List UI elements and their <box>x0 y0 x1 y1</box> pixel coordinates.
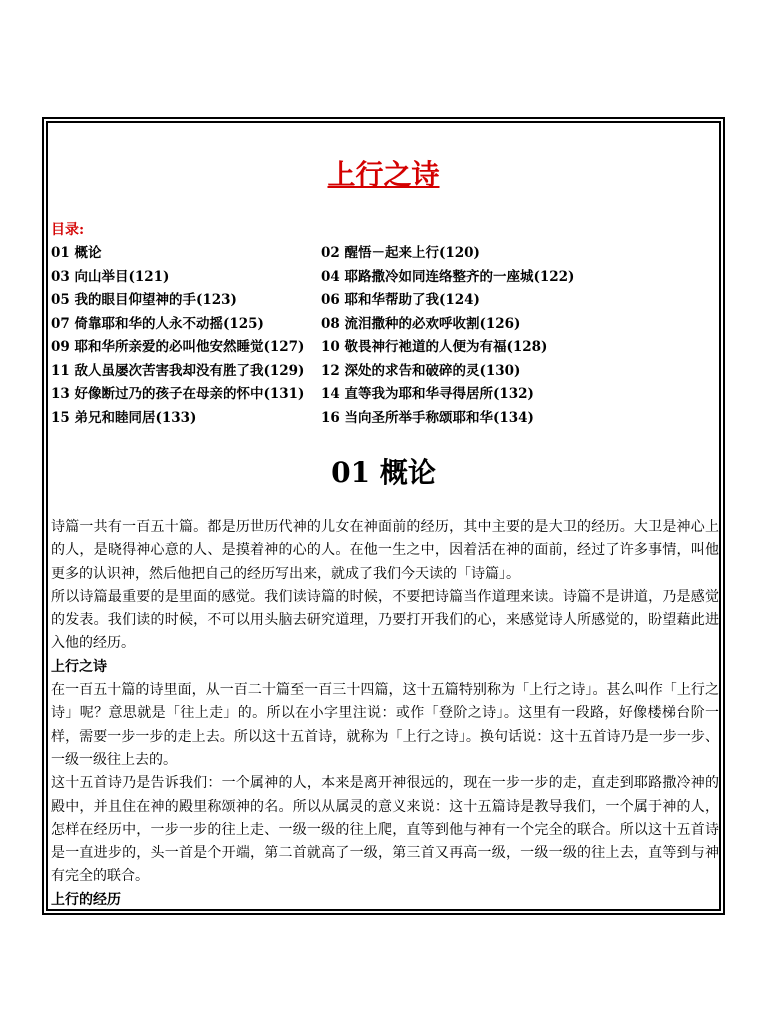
toc-entry[interactable]: 13 好像断过乃的孩子在母亲的怀中(131) <box>51 386 305 402</box>
toc-row <box>51 289 719 313</box>
toc-entry[interactable]: 08 流泪撒种的必欢呼收割(126) <box>321 315 521 332</box>
toc-entry[interactable]: 11 敌人虽屡次苦害我却没有胜了我(129) <box>51 362 305 379</box>
toc-entry[interactable]: 03 向山举目(121) <box>51 268 170 285</box>
toc-row <box>51 407 719 431</box>
paragraph: 在一百五十篇的诗里面，从一百二十篇至一百三十四篇，这十五篇特别称为「上行之诗」。甚么叫作「上行之诗」呢？意思就是「往上走」的。所以在小字里注说：或作「登阶之诗」。这里有一段路，好像楼梯台阶一样，需要一步一步的走上去。所以这十五首诗，就称为「上行之诗」。换句话说：这十五首诗乃是一步一步、一级一级往上去的。 <box>51 682 719 768</box>
toc-label: 目录: <box>51 222 85 238</box>
paragraph: 所以诗篇最重要的是里面的感觉。我们读诗篇的时候，不要把诗篇当作道理来读。诗篇不是讲道，乃是感觉的发表。我们读的时候，不可以用头脑去研究道理，乃要打开我们的心，来感觉诗人所感觉的，盼望藉此进入他的经历。 <box>51 588 719 652</box>
toc-entry[interactable]: 15 弟兄和睦同居(133) <box>51 409 197 426</box>
toc-row <box>51 383 719 407</box>
toc-entry[interactable]: 09 耶和华所亲爱的必叫他安然睡觉(127) <box>51 339 305 355</box>
document-title: 上行之诗 <box>327 158 440 191</box>
toc-row <box>51 336 719 360</box>
toc-row <box>51 266 719 290</box>
toc-entry[interactable]: 05 我的眼目仰望神的手(123) <box>51 292 237 308</box>
section-body <box>51 516 719 911</box>
paragraph: 这十五首诗乃是告诉我们：一个属神的人，本来是离开神很远的，现在一步一步的走，直走到耶路撒冷神的殿中，并且住在神的殿里称颂神的名。所以从属灵的意义来说：这十五篇诗是教导我们，一个属于神的人，怎样在经历中，一步一步的往上走、一级一级的往上爬，直等到他与神有一个完全的联合。所以这十五首诗是一直进步的，头一首是个开端，第二首就高了一级，第三首又再高一级，一级一级的往上去，直等到与神有完全的联合。 <box>51 775 719 885</box>
toc-entry[interactable]: 12 深处的求告和破碎的灵(130) <box>321 362 521 379</box>
toc-row <box>51 313 719 337</box>
toc-entry[interactable]: 06 耶和华帮助了我(124) <box>321 292 480 308</box>
paragraph: 诗篇一共有一百五十篇。都是历世历代神的儿女在神面前的经历，其中主要的是大卫的经历。大卫是神心上的人，是晓得神心意的人、是摸着神的心的人。在他一生之中，因着活在神的面前，经过了许多事情，叫他更多的认识神，然后他把自己的经历写出来，就成了我们今天读的「诗篇」。 <box>51 519 719 582</box>
table-of-contents <box>51 242 719 430</box>
subheading: 上行之诗 <box>51 658 107 675</box>
toc-entry[interactable]: 07 倚靠耶和华的人永不动摇(125) <box>51 315 264 332</box>
toc-row <box>51 242 719 266</box>
toc-entry[interactable]: 01 概论 <box>51 245 102 261</box>
toc-entry[interactable]: 14 直等我为耶和华寻得居所(132) <box>321 386 534 402</box>
page-content-frame <box>46 121 721 911</box>
section-title: 01 概论 <box>331 456 436 489</box>
toc-entry[interactable]: 10 敬畏神行祂道的人便为有福(128) <box>321 339 548 355</box>
toc-row <box>51 360 719 384</box>
toc-entry[interactable]: 02 醒悟－起来上行(120) <box>321 245 480 261</box>
toc-entry[interactable]: 04 耶路撒冷如同连络整齐的一座城(122) <box>321 268 575 285</box>
subheading: 上行的经历 <box>51 891 121 908</box>
toc-entry[interactable]: 16 当向圣所举手称颂耶和华(134) <box>321 409 534 426</box>
